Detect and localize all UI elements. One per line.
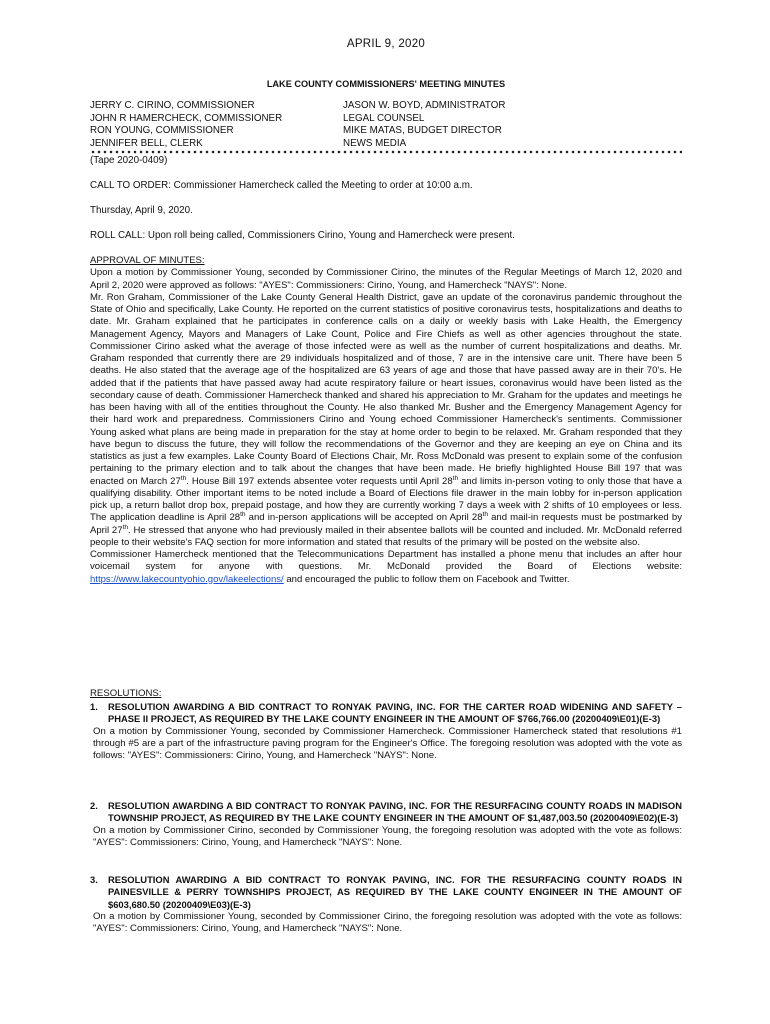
roster-entry: RON YOUNG, COMMISSIONER	[90, 125, 234, 137]
roll-call: ROLL CALL: Upon roll being called, Commissioners Cirino, Young and Hamercheck were present.	[90, 230, 515, 241]
section-heading: RESOLUTIONS:	[90, 688, 162, 699]
section-heading: APPROVAL OF MINUTES:	[90, 255, 205, 266]
resolution-title: RESOLUTION AWARDING A BID CONTRACT TO RONYAK PAVING, INC. FOR THE RESURFACING COUNTY ROADS IN PAINESVILLE & PERRY TOWNSHIPS PROJECT, AS REQUIRED BY THE LAKE COUNTY ENGINEER IN THE AMOUNT OF $603,680.50 (20200409\E03)(E-3)	[108, 874, 682, 910]
roster-entry: NEWS MEDIA	[343, 137, 407, 149]
roster-entry: JENNIFER BELL, CLERK	[90, 137, 203, 149]
roster-left-column	[90, 100, 340, 150]
telecom-paragraph: Commissioner Hamercheck mentioned that the Telecommunications Department has installed a phone menu that includes an after hour voicemail system for anyone with questions. Mr. McDonald provided the Board of Elections website: https://www.lakecountyohio.gov/lakeelections/ and encouraged the public to follow them on Facebook and Twitter.	[90, 549, 682, 585]
roster-entry: JERRY C. CIRINO, COMMISSIONER	[90, 100, 255, 111]
tape-number: (Tape 2020-0409)	[90, 155, 168, 166]
meeting-day: Thursday, April 9, 2020.	[90, 205, 193, 216]
health-update-paragraph: Mr. Ron Graham, Commissioner of the Lake County General Health District, gave an update of the coronavirus pandemic throughout the State of Ohio and specifically, Lake County. He reported on the current statistics of positive coronavirus tests, hospitalizations and deaths to date. Mr. Graham explained that he participates in conference calls on a daily or weekly basis with Lake Health, the Emergency Management Agency, Mayors and Managers of Lake Count, Police and Fire Chiefs as well as other agencies throughout the state. Commissioner Cirino asked what the average of those infected were as well as the number of current hospitalizations and deaths. Mr. Graham responded that currently there are 29 individuals hospitalized and of those, 7 are in the intensive care unit. There have been 5 deaths. He also stated that the average age of the hospitalized are 63 years of age and those that have passed away are in their 70's. He added that if the patients that have passed away had acute respiratory failure or heart issues, coronavirus would have been listed as the secondary cause of death. Commissioner Hamercheck thanked and shared his appreciation to Mr. Graham for the updates and meetings he has been having with all of the entities throughout the County. He also thanked Mr. Busher and the Emergency Management Agency for their hard work and preparedness. Commissioners Cirino and Young echoed Commissioner Hamercheck's sentiments. Commissioner Young asked what plans are being made in preparation for the stay at home order to begin to be relaxed. Mr. Graham responded that they have begun to discuss the future, they will follow the recommendations of the Governor and they are keeping an eye on China and its statistics as just a few examples. Lake County Board of Elections Chair, Mr. Ross McDonald was present to explain some of the confusion pertaining to the primary election and to talk about the changes that have been made. He briefly highlighted House Bill 197 that was enacted on March 27th. House Bill 197 extends absentee voter requests until April 28th and limits in-person voting to only those that have a qualifying disability. Other important items to be noted include a Board of Elections file drawer in the main lobby for in-person application pick up, a return ballot drop box, prepaid postage, and how they are currently working 7 days a week with 2 shifts of 10 employees or less. The application deadline is April 28th and in-person applications will be accepted on April 28th and mail-in requests must be postmarked by April 27th. He stressed that anyone who had previously mailed in their absentee ballots will be counted and included. Mr. McDonald referred people to their website's FAQ section for more information and stated that results of the primary will be posted on the website also.	[90, 291, 682, 548]
resolution-item	[90, 874, 682, 935]
roster-entry: LEGAL COUNSEL	[343, 112, 425, 124]
resolution-vote: On a motion by Commissioner Cirino, seconded by Commissioner Young, the foregoing resolution was adopted with the vote as follows: "AYES": Commissioners: Cirino, Young, and Hamercheck "NAYS": None.	[93, 824, 682, 848]
elections-website-link[interactable]: https://www.lakecountyohio.gov/lakeelections/	[90, 573, 284, 585]
resolution-vote: On a motion by Commissioner Young, seconded by Commissioner Cirino, the foregoing resolution was adopted with the vote as follows: "AYES": Commissioners: Cirino, Young, and Hamercheck "NAYS": None.	[93, 910, 682, 935]
dotted-divider	[90, 150, 682, 154]
resolution-item	[90, 800, 682, 849]
roster-right-column	[343, 100, 673, 150]
resolution-number: 2.	[90, 800, 98, 811]
resolution-vote: On a motion by Commissioner Young, seconded by Commissioner Hamercheck. Commissioner Hamercheck stated that resolutions #1 through #5 are a part of the infrastructure paving program for the Engineer's Office. The foregoing resolution was adopted with the vote as follows: "AYES": Commissioners: Cirino, Young, and Hamercheck "NAYS": None.	[93, 725, 682, 762]
resolution-number: 1.	[90, 701, 98, 712]
roster-entry: JASON W. BOYD, ADMINISTRATOR	[343, 100, 506, 111]
resolution-number: 3.	[90, 874, 98, 885]
meeting-date: APRIL 9, 2020	[346, 38, 426, 50]
approval-of-minutes-section	[90, 255, 682, 586]
resolution-item	[90, 701, 682, 762]
document-title: LAKE COUNTY COMMISSIONERS' MEETING MINUTES	[266, 79, 506, 89]
resolution-title: RESOLUTION AWARDING A BID CONTRACT TO RONYAK PAVING, INC. FOR THE RESURFACING COUNTY ROADS IN MADISON TOWNSHIP PROJECT, AS REQUIRED BY THE LAKE COUNTY ENGINEER IN THE AMOUNT OF $1,487,003.50 (20200409\E02)(E-3)	[108, 800, 682, 824]
call-to-order: CALL TO ORDER: Commissioner Hamercheck called the Meeting to order at 10:00 a.m.	[90, 180, 473, 191]
roster-entry: MIKE MATAS, BUDGET DIRECTOR	[343, 125, 502, 137]
resolution-title: RESOLUTION AWARDING A BID CONTRACT TO RONYAK PAVING, INC. FOR THE CARTER ROAD WIDENING AND SAFETY – PHASE II PROJECT, AS REQUIRED BY THE LAKE COUNTY ENGINEER IN THE AMOUNT OF $766,766.00 (20200409\E01)(E-3)	[108, 701, 682, 725]
minutes-paragraph: Upon a motion by Commissioner Young, seconded by Commissioner Cirino, the minutes of the Regular Meetings of March 12, 2020 and April 2, 2020 were approved as follows: "AYES": Commissioners: Cirino, Young, and Hamercheck "NAYS": None.	[90, 267, 682, 291]
resolutions-section	[90, 688, 682, 700]
roster-entry: JOHN R HAMERCHECK, COMMISSIONER	[90, 112, 283, 124]
